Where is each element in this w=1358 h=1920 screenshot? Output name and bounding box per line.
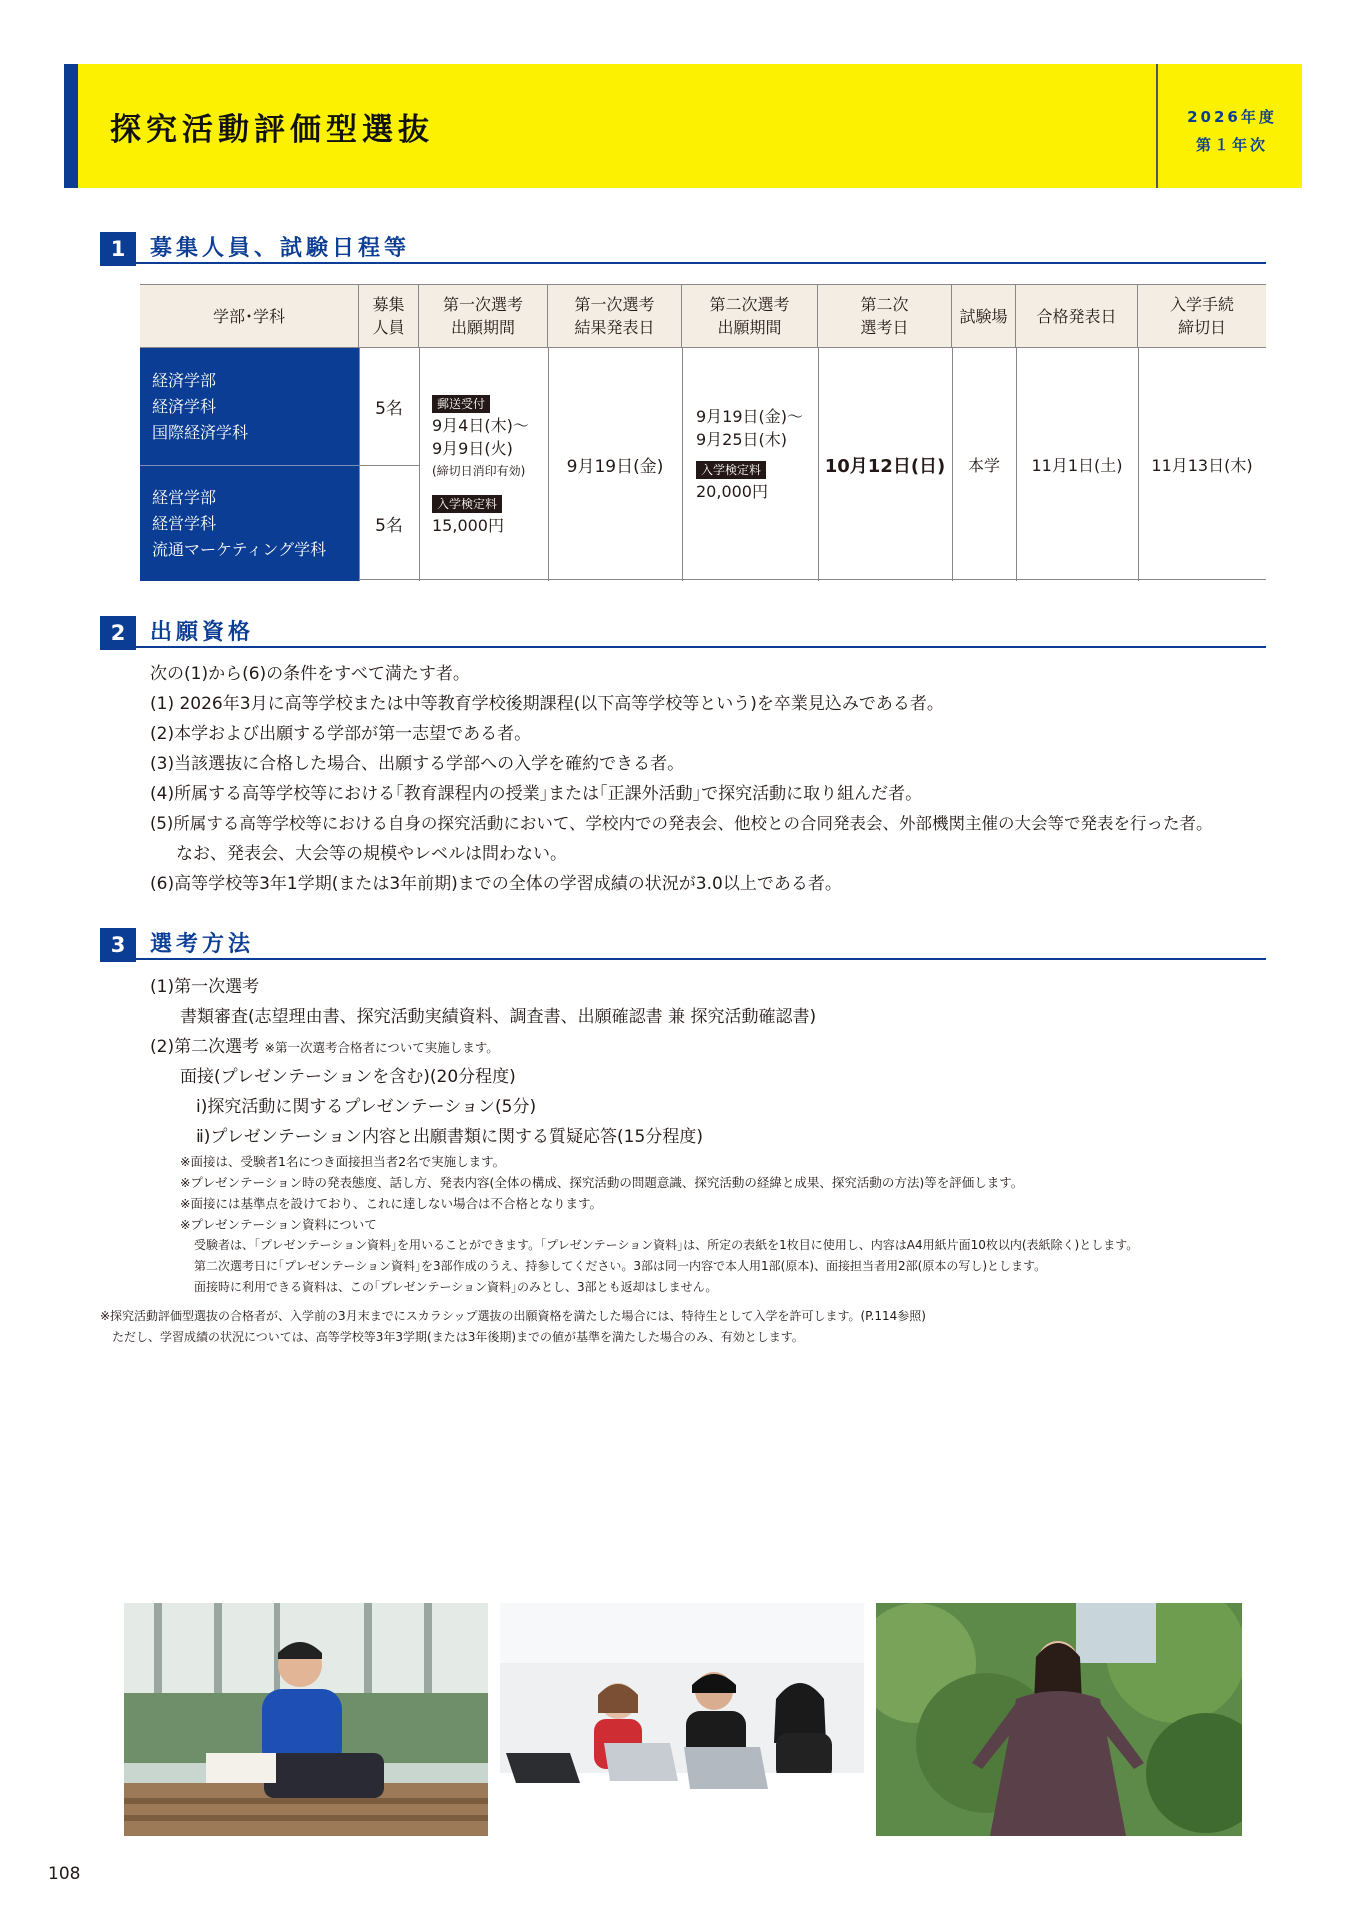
second-period-end: 9月25日(木) (696, 430, 788, 449)
schedule-table (140, 284, 1266, 580)
interview-part-ii: ⅱ)プレゼンテーション内容と出願書類に関する質疑応答(15分程度) (196, 1127, 703, 1147)
second-selection-note: ※第一次選考合格者について実施します。 (264, 1040, 499, 1055)
selection-note: ※プレゼンテーション資料について (180, 1217, 377, 1232)
page-number: 108 (48, 1864, 81, 1884)
header-quota: 募集 人員 (359, 285, 419, 348)
second-selection-date: 10月12日(日) (824, 455, 946, 477)
dept-management: 経営学部 経営学科 流通マーケティング学科 (140, 466, 359, 581)
section-number: 3 (100, 928, 136, 962)
first-period-end: 9月9日(火) (432, 439, 513, 458)
eligibility-item: (3)当該選抜に合格した場合、出願する学部への入学を確約できる者。 (150, 754, 685, 774)
eligibility-item: (1) 2026年3月に高等学校または中等教育学校後期課程(以下高等学校等という)を卒業見込みである者。 (150, 694, 944, 714)
header-first-period: 第一次選考 出願期間 (419, 285, 548, 348)
section-number: 1 (100, 232, 136, 266)
section-number: 2 (100, 616, 136, 650)
year-label (1162, 103, 1302, 159)
photo-student-reading (124, 1603, 488, 1836)
header-first-result: 第一次選考 結果発表日 (548, 285, 682, 348)
year-text: 2026年度 (1187, 108, 1277, 126)
venue: 本学 (967, 456, 1000, 475)
second-period-cell (696, 405, 803, 503)
eligibility-item: (6)高等学校等3年1学期(または3年前期)までの全体の学習成績の状況が3.0以上である者。 (150, 874, 842, 894)
first-fee: 15,000円 (432, 516, 504, 535)
page-title: 探究活動評価型選抜 (110, 112, 434, 148)
first-result-date: 9月19日(金) (566, 457, 664, 477)
section-title: 選考方法 (150, 932, 255, 957)
header-enroll-deadline: 入学手続 締切日 (1138, 285, 1266, 348)
header-venue: 試験場 (952, 285, 1016, 348)
col-line (682, 348, 683, 581)
interview-label: 面接(プレゼンテーションを含む)(20分程度) (180, 1067, 516, 1087)
mail-tag: 郵送受付 (432, 395, 490, 413)
postmark-note: (締切日消印有効) (432, 464, 526, 478)
pass-date: 11月1日(土) (1031, 456, 1123, 475)
quota-management: 5名 (375, 516, 403, 536)
eligibility-intro: 次の(1)から(6)の条件をすべて満たす者。 (150, 664, 470, 684)
section-header-eligibility (100, 612, 1266, 648)
eligibility-item: (4)所属する高等学校等における｢教育課程内の授業｣または｢正課外活動｣で探究活動に取り組んだ者。 (150, 784, 923, 804)
second-fee: 20,000円 (696, 482, 768, 501)
photo-student-outdoors (876, 1603, 1242, 1836)
selection-note: 面接時に利用できる資料は、この｢プレゼンテーション資料｣のみとし、3部とも返却はしません。 (194, 1280, 718, 1294)
col-line (419, 348, 420, 581)
section-title: 出願資格 (150, 620, 255, 645)
section-header-selection (100, 924, 1266, 960)
first-selection-detail: 書類審査(志望理由書、探究活動実績資料、調査書、出願確認書 兼 探究活動確認書) (180, 1007, 817, 1027)
dept-economics: 経済学部 経済学科 国際経済学科 (140, 348, 359, 465)
header-dept: 学部･学科 (140, 285, 359, 348)
selection-note: 第二次選考日に｢プレゼンテーション資料｣を3部作成のうえ、持参してください。3部は同一内容で本人用1部(原本)、面接担当者用2部(原本の写し)とします。 (194, 1259, 1047, 1273)
eligibility-item: (2)本学および出願する学部が第一志望である者。 (150, 724, 532, 744)
section-title: 募集人員、試験日程等 (150, 236, 411, 261)
selection-note: ※面接には基準点を設けており、これに達しない場合は不合格となります。 (180, 1196, 602, 1211)
header-divider (1156, 64, 1158, 188)
header-second-date: 第二次 選考日 (818, 285, 952, 348)
quota-economics: 5名 (375, 399, 403, 419)
eligibility-item-note: なお、発表会、大会等の規模やレベルは問わない。 (176, 844, 567, 864)
header-accent-bar (64, 64, 78, 188)
selection-note: ※面接は、受験者1名につき面接担当者2名で実施します。 (180, 1154, 506, 1169)
enroll-deadline: 11月13日(木) (1151, 456, 1253, 475)
first-selection-label: (1)第一次選考 (150, 977, 260, 997)
selection-note: ※プレゼンテーション時の発表態度、話し方、発表内容(全体の構成、探究活動の問題意識、探究活動の経緯と成果、探究活動の方法)等を評価します。 (180, 1175, 1024, 1190)
fee-tag: 入学検定料 (432, 495, 502, 513)
footnote-scholarship: ※探究活動評価型選抜の合格者が、入学前の3月末までにスカラシップ選抜の出願資格を満たした場合には、特待生として入学を許可します。(P.114参照) (100, 1309, 926, 1323)
photo-students-laptops (500, 1603, 864, 1836)
footnote-grades: ただし、学習成績の状況については、高等学校等3年3学期(または3年後期)までの値が基準を満たした場合のみ、有効とします。 (112, 1330, 804, 1344)
section-header-recruitment (100, 228, 1266, 264)
first-period-start: 9月4日(木)～ (432, 416, 529, 435)
second-selection-label: (2)第二次選考 ※第一次選考合格者について実施します。 (150, 1037, 499, 1057)
header-second-period: 第二次選考 出願期間 (682, 285, 818, 348)
round-text: 第１年次 (1195, 136, 1268, 154)
header-pass-date: 合格発表日 (1016, 285, 1138, 348)
second-period-start: 9月19日(金)～ (696, 407, 804, 426)
interview-part-i: ⅰ)探究活動に関するプレゼンテーション(5分) (196, 1097, 537, 1117)
eligibility-item: (5)所属する高等学校等における自身の探究活動において、学校内での発表会、他校との合同発表会、外部機関主催の大会等で発表を行った者。 (150, 814, 1213, 833)
selection-note: 受験者は、｢プレゼンテーション資料｣を用いることができます。｢プレゼンテーション資料｣は、所定の表紙を1枚目に使用し、内容はA4用紙片面10枚以内(表紙除く)とします。 (194, 1238, 1139, 1252)
fee-tag: 入学検定料 (696, 461, 766, 479)
first-period-cell (432, 391, 529, 537)
